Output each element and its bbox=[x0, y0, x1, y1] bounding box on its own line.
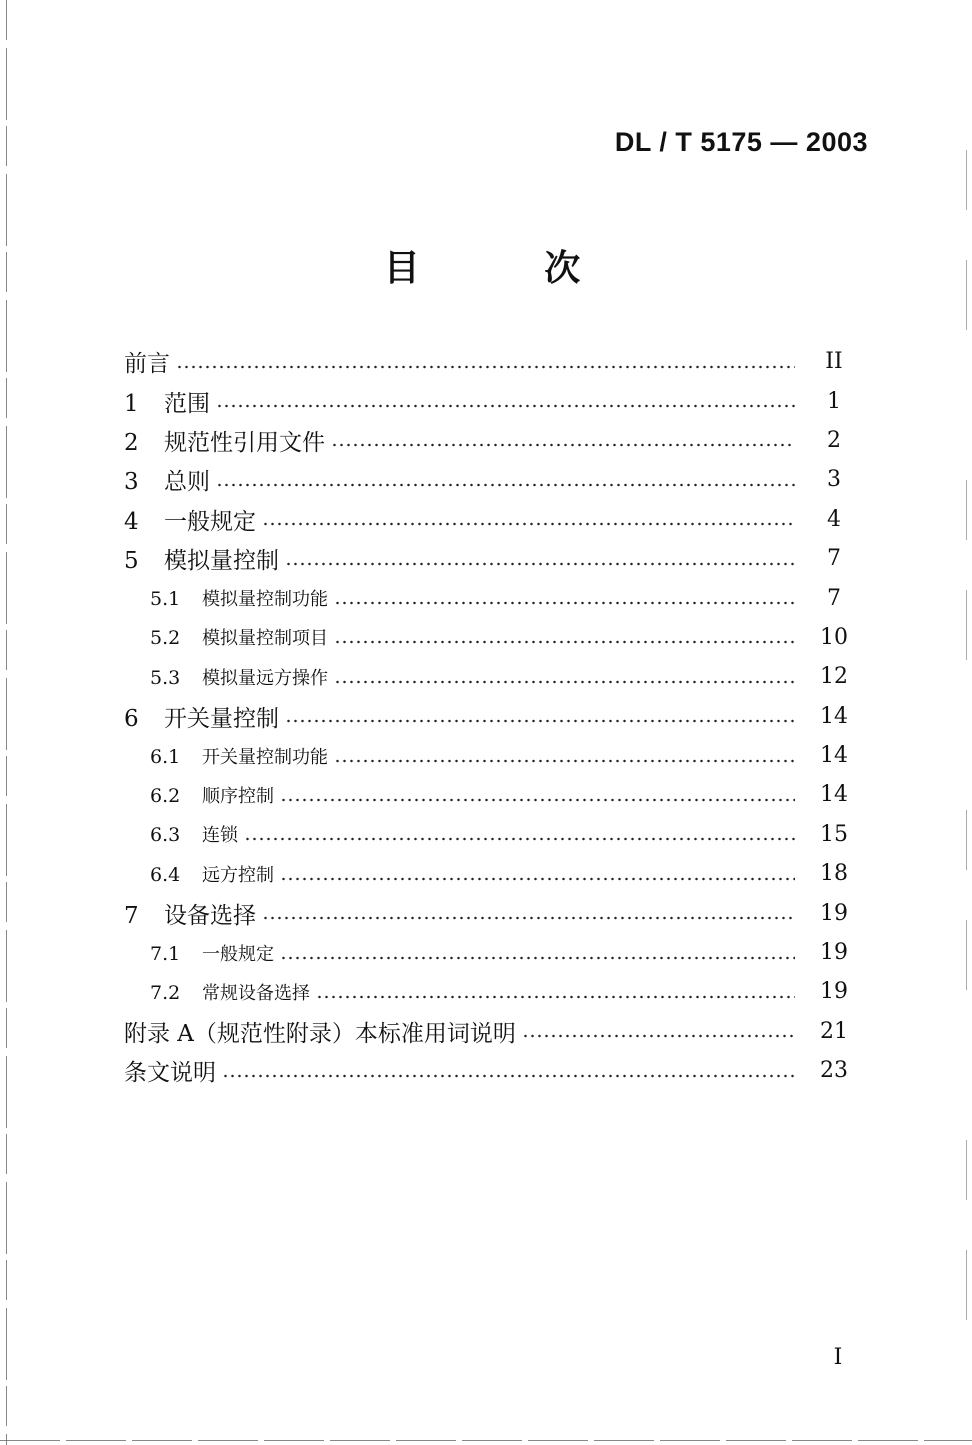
toc-dot-leader bbox=[280, 877, 795, 881]
toc-entry[interactable] bbox=[124, 697, 859, 736]
toc-entry-number: 6.4 bbox=[150, 863, 181, 886]
toc-entry-number: 5.2 bbox=[150, 627, 181, 650]
toc-entry-label bbox=[124, 979, 310, 1005]
toc-entry-label bbox=[124, 503, 256, 536]
toc-entry-number: 5 bbox=[124, 548, 139, 575]
toc-entry-number: 7 bbox=[124, 902, 139, 929]
toc-entry-page: 12 bbox=[820, 664, 848, 690]
toc-entry-page: 7 bbox=[827, 546, 841, 572]
toc-entry-page: 19 bbox=[820, 979, 848, 1005]
toc-dot-leader bbox=[216, 483, 795, 487]
toc-entry[interactable] bbox=[124, 342, 859, 381]
toc-entry-title: 条文说明 bbox=[124, 1060, 216, 1087]
toc-entry[interactable] bbox=[124, 578, 859, 617]
toc-entry[interactable] bbox=[124, 972, 859, 1011]
toc-entry-number: 1 bbox=[124, 390, 139, 417]
toc-dot-leader bbox=[334, 601, 795, 605]
toc-dot-leader bbox=[334, 640, 795, 644]
toc-dot-leader bbox=[316, 995, 795, 999]
toc-entry[interactable] bbox=[124, 1051, 859, 1090]
toc-entry[interactable] bbox=[124, 933, 859, 972]
toc-dot-leader bbox=[176, 365, 795, 369]
toc-dot-leader bbox=[522, 1034, 795, 1038]
toc-entry-title: 模拟量控制项目 bbox=[202, 628, 328, 650]
toc-entry-label bbox=[124, 700, 279, 733]
toc-entry-page: 15 bbox=[820, 821, 848, 847]
scan-edge-left bbox=[6, 0, 7, 1445]
toc-entry-page: 19 bbox=[820, 900, 848, 926]
toc-entry-page: II bbox=[825, 349, 843, 375]
toc-entry-number: 2 bbox=[124, 429, 139, 456]
toc-entry-page: 14 bbox=[820, 782, 848, 808]
toc-entry-title: 模拟量控制功能 bbox=[202, 589, 328, 611]
scan-edge-bottom bbox=[0, 1440, 972, 1441]
toc-entry-number: 6.2 bbox=[150, 784, 181, 807]
document-code: DL / T 5175 — 2003 bbox=[614, 127, 868, 157]
toc-entry-title: 规范性引用文件 bbox=[164, 429, 325, 456]
toc-entry[interactable] bbox=[124, 736, 859, 775]
toc-entry[interactable] bbox=[124, 854, 859, 893]
toc-entry[interactable] bbox=[124, 618, 859, 657]
toc-entry-number: 7.1 bbox=[150, 942, 181, 965]
toc-dot-leader bbox=[334, 759, 795, 763]
toc-entry-page: 7 bbox=[827, 585, 841, 611]
toc-entry-title: 一般规定 bbox=[164, 508, 256, 535]
toc-entry-page: 14 bbox=[820, 703, 848, 729]
toc-entry-number: 3 bbox=[124, 469, 139, 496]
toc-entry-title: 附录 A（规范性附录）本标准用词说明 bbox=[124, 1020, 516, 1047]
toc-entry-label bbox=[124, 624, 328, 650]
toc-entry-label bbox=[124, 345, 170, 378]
table-of-contents bbox=[124, 342, 859, 1090]
toc-entry[interactable] bbox=[124, 893, 859, 932]
toc-entry-title: 开关量控制 bbox=[164, 705, 279, 732]
toc-dot-leader bbox=[331, 443, 795, 447]
toc-entry-label bbox=[124, 463, 210, 496]
toc-entry-number: 5.3 bbox=[150, 666, 181, 689]
toc-entry-number: 6.1 bbox=[150, 745, 181, 768]
toc-entry[interactable] bbox=[124, 657, 859, 696]
toc-dot-leader bbox=[262, 916, 795, 920]
toc-dot-leader bbox=[285, 719, 795, 723]
toc-dot-leader bbox=[280, 798, 795, 802]
toc-entry[interactable] bbox=[124, 1012, 859, 1051]
scan-edge-right bbox=[966, 0, 967, 1445]
toc-entry-label bbox=[124, 664, 328, 690]
toc-entry-page: 21 bbox=[820, 1018, 848, 1044]
toc-entry-title: 一般规定 bbox=[202, 943, 274, 965]
toc-dot-leader bbox=[334, 680, 795, 684]
toc-dot-leader bbox=[262, 522, 795, 526]
toc-entry-number: 6.3 bbox=[150, 824, 181, 847]
toc-entry-label bbox=[124, 940, 274, 966]
toc-entry-label bbox=[124, 542, 279, 575]
toc-entry-page: 14 bbox=[820, 743, 848, 769]
toc-entry-label bbox=[124, 1015, 516, 1048]
toc-entry-page: 19 bbox=[820, 940, 848, 966]
toc-entry-page: 1 bbox=[827, 388, 841, 414]
toc-entry-label bbox=[124, 424, 325, 457]
toc-entry-title: 连锁 bbox=[202, 825, 238, 847]
toc-dot-leader bbox=[244, 837, 795, 841]
toc-entry-page: 10 bbox=[820, 624, 848, 650]
toc-entry[interactable] bbox=[124, 815, 859, 854]
toc-entry-title: 前言 bbox=[124, 351, 170, 378]
toc-entry-label bbox=[124, 585, 328, 611]
toc-entry-number: 4 bbox=[124, 508, 139, 535]
toc-entry-title: 设备选择 bbox=[164, 902, 256, 929]
toc-entry-number: 6 bbox=[124, 705, 139, 732]
toc-dot-leader bbox=[285, 562, 795, 566]
toc-entry-label bbox=[124, 782, 274, 808]
toc-dot-leader bbox=[222, 1074, 795, 1078]
toc-entry-title: 顺序控制 bbox=[202, 785, 274, 807]
toc-entry[interactable] bbox=[124, 460, 859, 499]
toc-entry-label bbox=[124, 897, 256, 930]
toc-entry-title: 总则 bbox=[164, 469, 210, 496]
toc-entry-label bbox=[124, 821, 238, 847]
toc-entry[interactable] bbox=[124, 775, 859, 814]
toc-entry-page: 3 bbox=[827, 467, 841, 493]
toc-entry-title: 开关量控制功能 bbox=[202, 746, 328, 768]
toc-entry-page: 18 bbox=[820, 861, 848, 887]
toc-entry[interactable] bbox=[124, 539, 859, 578]
toc-dot-leader bbox=[280, 956, 795, 960]
toc-entry-title: 模拟量远方操作 bbox=[202, 667, 328, 689]
toc-entry-label bbox=[124, 861, 274, 887]
toc-dot-leader bbox=[216, 404, 795, 408]
toc-entry-number: 5.1 bbox=[150, 588, 181, 611]
toc-entry-page: 4 bbox=[827, 506, 841, 532]
toc-entry-label bbox=[124, 1054, 216, 1087]
toc-entry-label bbox=[124, 385, 210, 418]
toc-entry-title: 模拟量控制 bbox=[164, 548, 279, 575]
toc-entry-page: 23 bbox=[820, 1058, 848, 1084]
toc-entry[interactable] bbox=[124, 421, 859, 460]
toc-entry-number: 7.2 bbox=[150, 981, 181, 1004]
toc-entry-title: 常规设备选择 bbox=[202, 982, 310, 1004]
toc-entry-title: 远方控制 bbox=[202, 864, 274, 886]
toc-entry-page: 2 bbox=[827, 427, 841, 453]
toc-entry[interactable] bbox=[124, 381, 859, 420]
toc-entry-label bbox=[124, 743, 328, 769]
page-number: I bbox=[833, 1345, 843, 1370]
toc-entry-title: 范围 bbox=[164, 390, 210, 417]
toc-title: 目 次 bbox=[383, 248, 637, 289]
toc-entry[interactable] bbox=[124, 500, 859, 539]
